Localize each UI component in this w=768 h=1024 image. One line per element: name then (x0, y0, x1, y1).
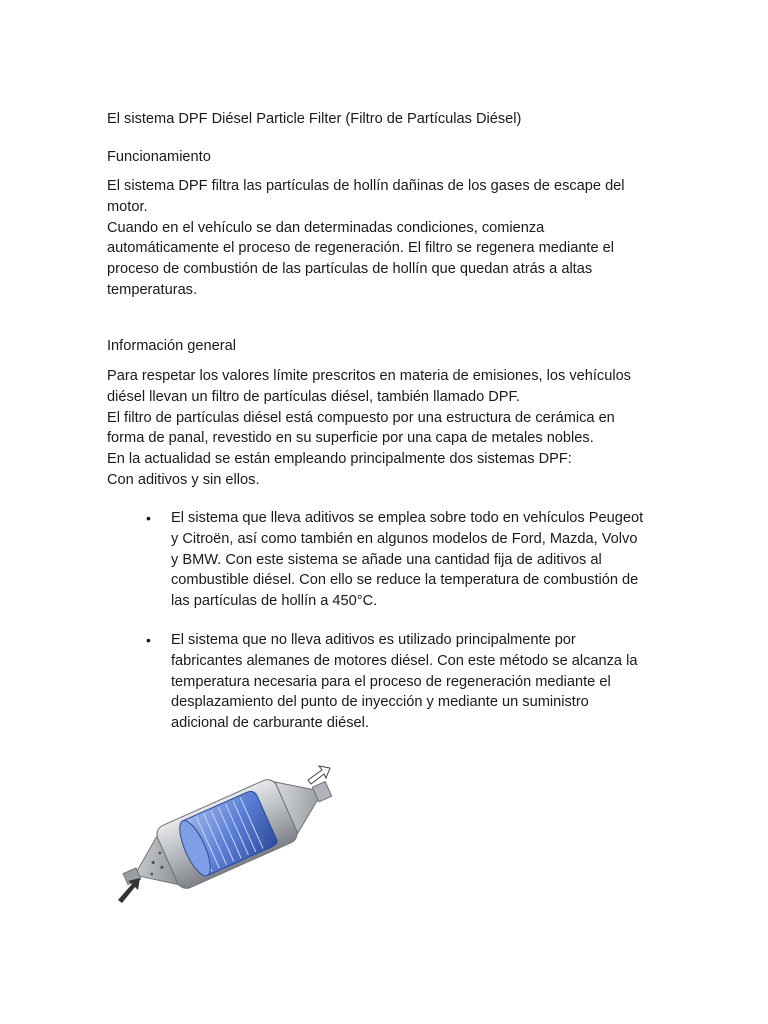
paragraph-line: El filtro de partículas diésel está compuesto por una estructura de cerámica en (107, 409, 615, 426)
paragraph-line: temperaturas. (107, 281, 198, 298)
bullet-item-without-additives (171, 630, 671, 734)
section-heading-funcionamiento: Funcionamiento (107, 149, 211, 165)
paragraph-line: motor. (107, 198, 148, 215)
diesel-particle-filter-illustration-icon (112, 760, 342, 908)
paragraph-line: automáticamente el proceso de regeneración. El filtro se regenera mediante el (107, 240, 615, 257)
bullet-line: adicional de carburante diésel. (171, 715, 369, 732)
paragraph-line: Para respetar los valores límite prescritos en materia de emisiones, los vehículos (107, 368, 631, 384)
section-body-funcionamiento (107, 176, 667, 301)
paragraph-line: proceso de combustión de las partículas de hollín que quedan atrás a altas (107, 261, 593, 278)
bullet-line: desplazamiento del punto de inyección y mediante un suministro (171, 694, 589, 711)
bullet-marker: • (146, 510, 151, 526)
paragraph-line: En la actualidad se están empleando principalmente dos sistemas DPF: (107, 451, 572, 468)
bullet-line: temperatura necesaria para el proceso de regeneración mediante el (171, 673, 611, 690)
bullet-line: El sistema que lleva aditivos se emplea sobre todo en vehículos Peugeot (171, 510, 644, 526)
paragraph-line: Con aditivos y sin ellos. (107, 471, 260, 488)
bullet-line: las partículas de hollín a 450°C. (171, 593, 378, 610)
bullet-line: combustible diésel. Con ello se reduce la temperatura de combustión de (171, 572, 639, 589)
bullet-line: y BMW. Con este sistema se añade una cantidad fija de aditivos al (171, 551, 602, 568)
bullet-line: fabricantes alemanes de motores diésel. Con este método se alcanza la (171, 652, 638, 669)
document-title: El sistema DPF Diésel Particle Filter (Filtro de Partículas Diésel) (107, 111, 522, 127)
bullet-line: El sistema que no lleva aditivos es utilizado principalmente por (171, 632, 576, 648)
paragraph-line: diésel llevan un filtro de partículas diésel, también llamado DPF. (107, 388, 520, 405)
section-body-informacion-general (107, 366, 667, 491)
bullet-line: y Citroën, así como también en algunos modelos de Ford, Mazda, Volvo (171, 530, 638, 547)
paragraph-line: forma de panal, revestido en su superficie por una capa de metales nobles. (107, 430, 594, 447)
paragraph-line: El sistema DPF filtra las partículas de hollín dañinas de los gases de escape del (107, 178, 625, 194)
bullet-item-with-additives (171, 508, 671, 612)
paragraph-line: Cuando en el vehículo se dan determinadas condiciones, comienza (107, 219, 545, 236)
bullet-marker: • (146, 632, 151, 648)
section-heading-informacion-general: Información general (107, 338, 236, 354)
